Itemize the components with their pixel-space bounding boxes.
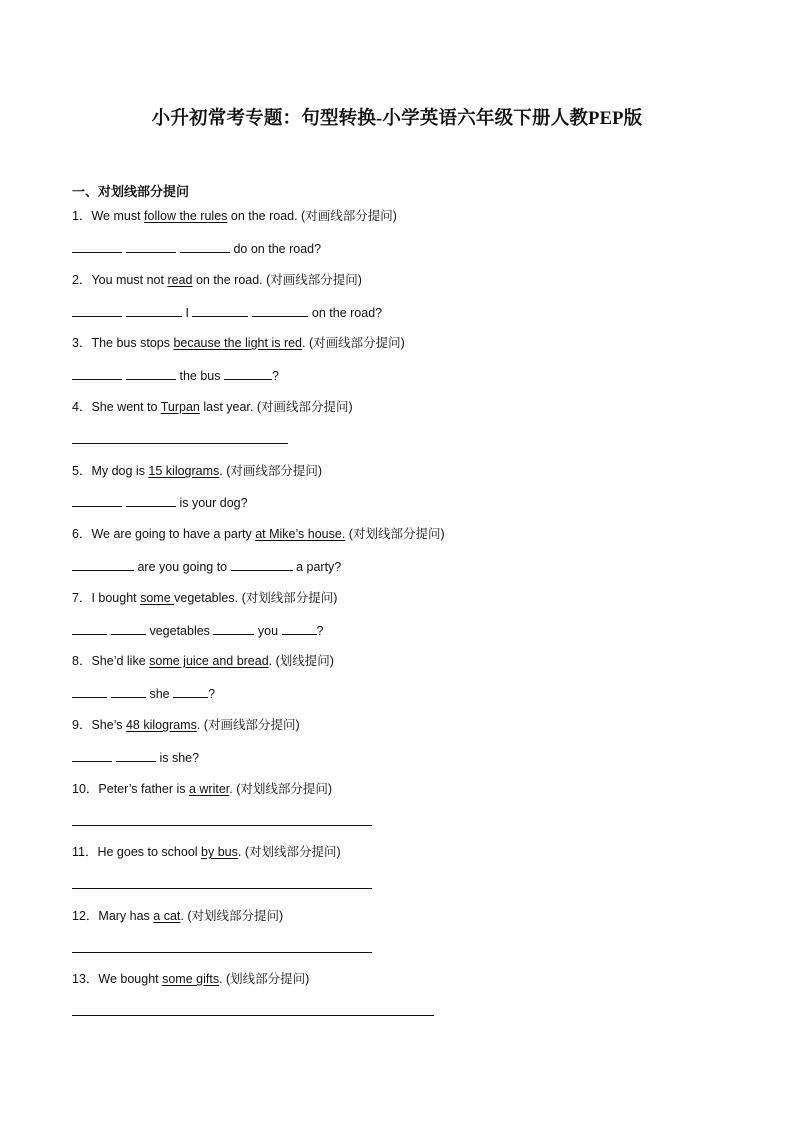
- question-6: [72, 526, 445, 542]
- question-number: 1．: [72, 209, 92, 223]
- answer-line-13: [72, 1003, 434, 1020]
- question-text: . (对画线部分提问): [196, 718, 300, 732]
- question-13: [72, 971, 309, 987]
- question-text: on the road. (对画线部分提问): [227, 209, 397, 223]
- answer-text: a party?: [292, 560, 342, 574]
- question-number: 2．: [72, 273, 92, 287]
- answer-blank[interactable]: [111, 622, 146, 635]
- question-7: [72, 590, 337, 606]
- question-text: She’s: [91, 718, 126, 732]
- underlined-phrase: read: [167, 273, 193, 287]
- answer-blank[interactable]: [282, 622, 317, 635]
- answer-blank[interactable]: [72, 494, 122, 507]
- question-1: [72, 208, 397, 224]
- answer-line-1: [72, 240, 321, 257]
- answer-text: I: [182, 306, 193, 320]
- question-number: 5．: [72, 464, 92, 478]
- answer-text: is your dog?: [176, 496, 248, 510]
- question-text: . (对画线部分提问): [302, 336, 405, 350]
- answer-text: ?: [271, 369, 279, 383]
- answer-blank[interactable]: [173, 685, 208, 698]
- answer-blank[interactable]: [180, 240, 230, 253]
- question-text: She went to: [91, 400, 161, 414]
- underlined-phrase: because the light is red: [173, 336, 303, 350]
- answer-text: vegetables: [146, 624, 214, 638]
- question-text: I bought: [91, 591, 141, 605]
- question-text: . (对划线部分提问): [229, 782, 333, 796]
- question-text: . (划线部分提问): [219, 972, 310, 986]
- answer-blank[interactable]: [72, 622, 107, 635]
- question-text: last year. (对画线部分提问): [199, 400, 353, 414]
- answer-blank[interactable]: [126, 494, 176, 507]
- question-12: [72, 908, 283, 924]
- answer-line-6: [72, 558, 341, 575]
- underlined-phrase: 48 kilograms: [125, 718, 197, 732]
- question-text: Mary has: [98, 909, 154, 923]
- question-2: [72, 272, 362, 288]
- question-text: (对划线部分提问): [345, 527, 445, 541]
- answer-blank[interactable]: [72, 1003, 434, 1016]
- answer-text: you: [254, 624, 282, 638]
- underlined-phrase: a writer: [188, 782, 230, 796]
- question-text: The bus stops: [91, 336, 174, 350]
- question-text: Peter’s father is: [98, 782, 189, 796]
- question-11: [72, 844, 341, 860]
- answer-blank[interactable]: [126, 367, 176, 380]
- answer-blank[interactable]: [72, 876, 372, 889]
- question-text: vegetables. (对划线部分提问): [174, 591, 338, 605]
- answer-line-5: [72, 494, 248, 511]
- question-10: [72, 781, 332, 797]
- underlined-phrase: by bus: [201, 845, 238, 859]
- question-number: 3．: [72, 336, 92, 350]
- question-text: . (对划线部分提问): [180, 909, 284, 923]
- underlined-phrase: some juice and bread: [149, 654, 269, 668]
- question-5: [72, 463, 322, 479]
- answer-blank[interactable]: [224, 367, 272, 380]
- answer-text: the bus: [176, 369, 224, 383]
- question-text: . (对划线部分提问): [237, 845, 341, 859]
- answer-line-3: [72, 367, 279, 384]
- question-number: 7．: [72, 591, 92, 605]
- answer-text: she: [146, 687, 174, 701]
- answer-line-2: [72, 304, 382, 321]
- question-text: . (对画线部分提问): [219, 464, 323, 478]
- question-number: 6．: [72, 527, 92, 541]
- question-text: . (划线提问): [268, 654, 334, 668]
- question-number: 10．: [72, 782, 99, 796]
- question-text: He goes to school: [97, 845, 202, 859]
- answer-line-10: [72, 813, 372, 830]
- answer-text: do on the road?: [230, 242, 322, 256]
- answer-line-7: [72, 622, 323, 639]
- question-text: on the road. (对画线部分提问): [192, 273, 362, 287]
- answer-blank[interactable]: [231, 558, 293, 571]
- answer-line-11: [72, 876, 372, 893]
- question-text: We are going to have a party: [91, 527, 256, 541]
- answer-text: is she?: [156, 751, 200, 765]
- question-3: [72, 335, 405, 351]
- underlined-phrase: a cat: [153, 909, 181, 923]
- question-9: [72, 717, 300, 733]
- answer-blank[interactable]: [72, 685, 107, 698]
- answer-blank[interactable]: [72, 431, 288, 444]
- answer-blank[interactable]: [116, 749, 156, 762]
- answer-blank[interactable]: [111, 685, 146, 698]
- underlined-phrase: Turpan: [160, 400, 200, 414]
- answer-blank[interactable]: [72, 813, 372, 826]
- answer-blank[interactable]: [72, 304, 122, 317]
- question-number: 4．: [72, 400, 92, 414]
- page-title: 小升初常考专题：句型转换-小学英语六年级下册人教PEP版: [151, 109, 643, 129]
- question-number: 13．: [72, 972, 99, 986]
- answer-blank[interactable]: [213, 622, 254, 635]
- underlined-phrase: some gifts: [162, 972, 220, 986]
- question-text: My dog is: [91, 464, 149, 478]
- question-text: We must: [91, 209, 145, 223]
- question-number: 11．: [72, 845, 98, 859]
- section-heading: 一、对划线部分提问: [72, 184, 190, 199]
- answer-line-9: [72, 749, 199, 766]
- underlined-phrase: 15 kilograms: [148, 464, 220, 478]
- underlined-phrase: some: [140, 591, 175, 605]
- answer-blank[interactable]: [72, 749, 112, 762]
- question-8: [72, 653, 334, 669]
- answer-blank[interactable]: [192, 304, 248, 317]
- answer-blank[interactable]: [72, 367, 122, 380]
- question-4: [72, 399, 353, 415]
- answer-line-4: [72, 431, 288, 448]
- answer-text: ?: [208, 687, 216, 701]
- answer-text: on the road?: [308, 306, 383, 320]
- answer-blank[interactable]: [126, 240, 176, 253]
- answer-line-12: [72, 940, 372, 957]
- question-number: 9．: [72, 718, 92, 732]
- answer-blank[interactable]: [72, 240, 122, 253]
- underlined-phrase: at Mike’s house.: [255, 527, 346, 541]
- answer-text: are you going to: [134, 560, 231, 574]
- underlined-phrase: follow the rules: [144, 209, 228, 223]
- answer-blank[interactable]: [126, 304, 182, 317]
- answer-blank[interactable]: [72, 558, 134, 571]
- question-number: 8．: [72, 654, 92, 668]
- answer-blank[interactable]: [72, 940, 372, 953]
- question-text: She’d like: [91, 654, 150, 668]
- answer-text: ?: [316, 624, 324, 638]
- question-text: We bought: [98, 972, 163, 986]
- answer-blank[interactable]: [252, 304, 308, 317]
- question-number: 12．: [72, 909, 99, 923]
- question-text: You must not: [91, 273, 168, 287]
- answer-line-8: [72, 685, 215, 702]
